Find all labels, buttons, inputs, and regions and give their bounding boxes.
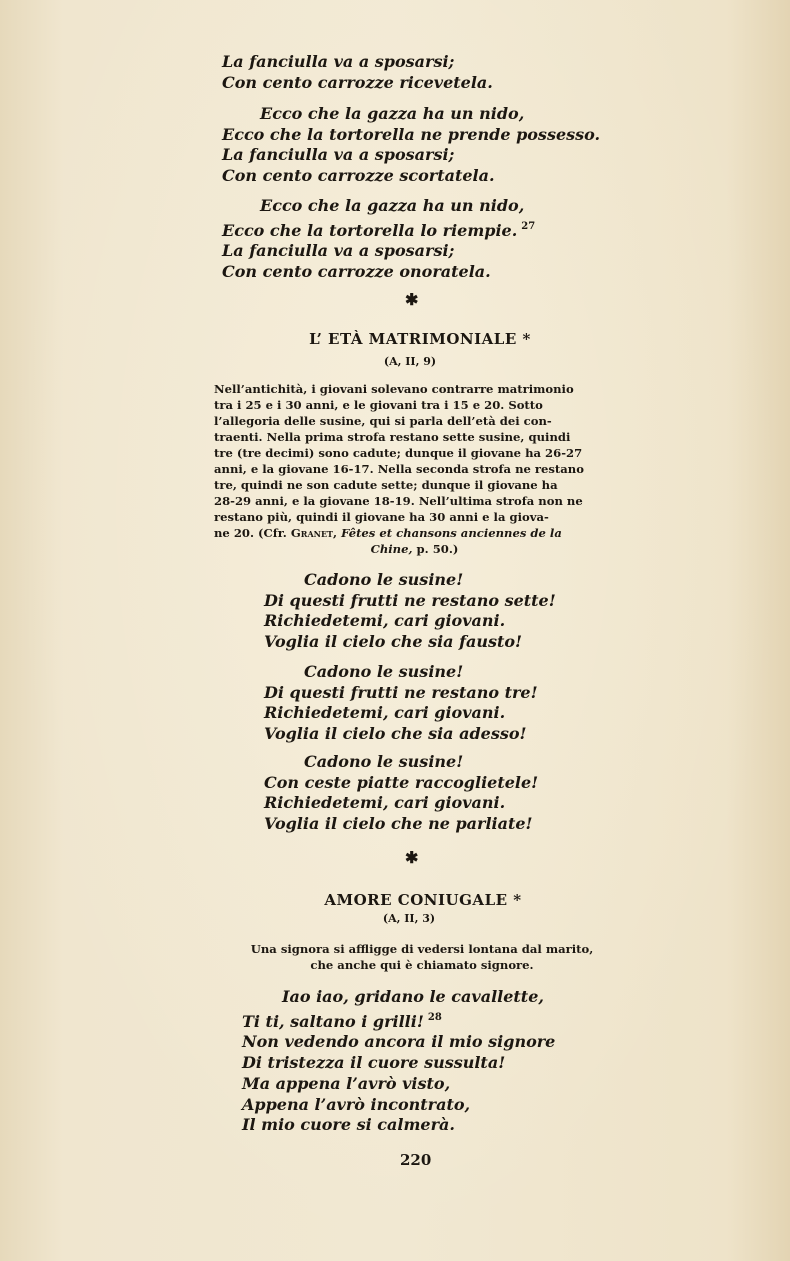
verse-line: Di questi frutti ne restano sette!	[264, 590, 556, 610]
verse-line: Di tristezza il cuore sussulta!	[242, 1053, 506, 1073]
poem1-stanza2	[222, 104, 600, 186]
star-separator-icon: ✱	[405, 848, 419, 867]
note-line: restano più, quindi il giovane ha 30 anni e la giova-	[214, 510, 549, 524]
verse-line: Non vedendo ancora il mio signore	[242, 1032, 556, 1052]
section-title	[0, 891, 790, 909]
verse-line: Ecco che la gazza ha un nido,	[260, 196, 525, 215]
poem1-stanza3	[222, 196, 535, 282]
section2-ref-text: (A, II, 3)	[382, 912, 436, 925]
note-text: ne 20. (Cfr.	[214, 526, 287, 540]
section1-stanza1	[264, 570, 556, 652]
verse-line: Ma appena l’avrò visto,	[242, 1073, 451, 1093]
note-line: l’allegoria delle susine, qui si parla dell’età dei con-	[214, 414, 552, 428]
verse-line: Con ceste piatte raccoglietele!	[264, 772, 539, 792]
verse-line: Cadono le susine!	[304, 662, 464, 681]
footnote-marker: 27	[521, 220, 536, 232]
star-separator-icon: ✱	[405, 290, 419, 309]
verse-line: Di questi frutti ne restano tre!	[264, 682, 538, 702]
section2-stanza	[242, 987, 555, 1136]
section1-stanza2	[264, 662, 538, 744]
verse-line: Richiedetemi, cari giovani.	[264, 611, 506, 630]
verse-line: La fanciulla va a sposarsi;	[222, 241, 455, 260]
verse-line: Con cento carrozze scortatela.	[222, 165, 495, 185]
verse-line: Ecco che la gazza ha un nido,	[260, 104, 525, 123]
note-line: 28-29 anni, e la giovane 18-19. Nell’ultima strofa non ne	[214, 494, 583, 508]
verse-line: Richiedetemi, cari giovani.	[264, 793, 506, 812]
verse-text: Ti ti, saltano i grilli!	[242, 1011, 424, 1031]
verse-line-with-footnote	[242, 1008, 555, 1033]
section1-introduction	[214, 381, 615, 557]
citation-work-end: Chine,	[370, 542, 413, 556]
verse-line: Appena l’avrò incontrato,	[242, 1094, 471, 1114]
note-citation-line	[214, 541, 615, 557]
note-line: tre, quindi ne son cadute sette; dunque il giovane ha	[214, 478, 558, 492]
verse-line: Richiedetemi, cari giovani.	[264, 703, 506, 722]
footnote-marker: 28	[427, 1011, 442, 1023]
note-line: traenti. Nella prima strofa restano sette susine, quindi	[214, 430, 571, 444]
verse-line: Iao iao, gridano le cavallette,	[282, 987, 544, 1006]
section1-title: L’ ETÀ MATRIMONIALE *	[309, 330, 531, 348]
section2-introduction	[226, 941, 618, 973]
verse-line: Cadono le susine!	[304, 752, 464, 771]
verse-line: Voglia il cielo che ne parliate!	[264, 813, 533, 833]
section2-title: AMORE CONIUGALE *	[324, 891, 522, 909]
verse-line: Voglia il cielo che sia adesso!	[264, 723, 527, 743]
note-line: Una signora si affligge di vedersi lontana dal marito,	[250, 942, 594, 956]
section2-reference	[0, 912, 790, 925]
verse-text: Ecco che la tortorella lo riempie.	[222, 220, 518, 240]
verse-line: Il mio cuore si calmerà.	[242, 1115, 455, 1135]
verse-line: Cadono le susine!	[304, 570, 464, 589]
poem1-stanza1	[222, 52, 493, 93]
verse-line: Con cento carrozze onoratela.	[222, 261, 491, 281]
citation-work: Fêtes et chansons anciennes de la	[341, 526, 562, 540]
verse-line: Con cento carrozze ricevetela.	[222, 72, 493, 92]
citation-author: Granet,	[290, 526, 338, 540]
note-citation-line	[214, 525, 615, 541]
verse-line: Voglia il cielo che sia fausto!	[264, 631, 523, 651]
verse-line: La fanciulla va a sposarsi;	[222, 52, 455, 71]
note-line: anni, e la giovane 16-17. Nella seconda strofa ne restano	[214, 462, 584, 476]
section1-ref-text: (A, II, 9)	[383, 355, 437, 368]
page-number: 220	[400, 1151, 432, 1169]
note-line: tre (tre decimi) sono cadute; dunque il giovane ha 26-27	[214, 446, 583, 460]
note-line: che anche qui è chiamato signore.	[310, 958, 534, 972]
section1-reference	[0, 355, 790, 368]
verse-line-with-footnote	[222, 217, 535, 242]
section-title	[0, 330, 790, 348]
section1-stanza3	[264, 752, 538, 834]
verse-line: Ecco che la tortorella ne prende possesso.	[222, 124, 601, 144]
citation-page: p. 50.)	[416, 542, 459, 556]
note-line: Nell’antichità, i giovani solevano contrarre matrimonio	[214, 382, 574, 396]
verse-line: La fanciulla va a sposarsi;	[222, 145, 455, 164]
note-line: tra i 25 e i 30 anni, e le giovani tra i 15 e 20. Sotto	[214, 398, 543, 412]
